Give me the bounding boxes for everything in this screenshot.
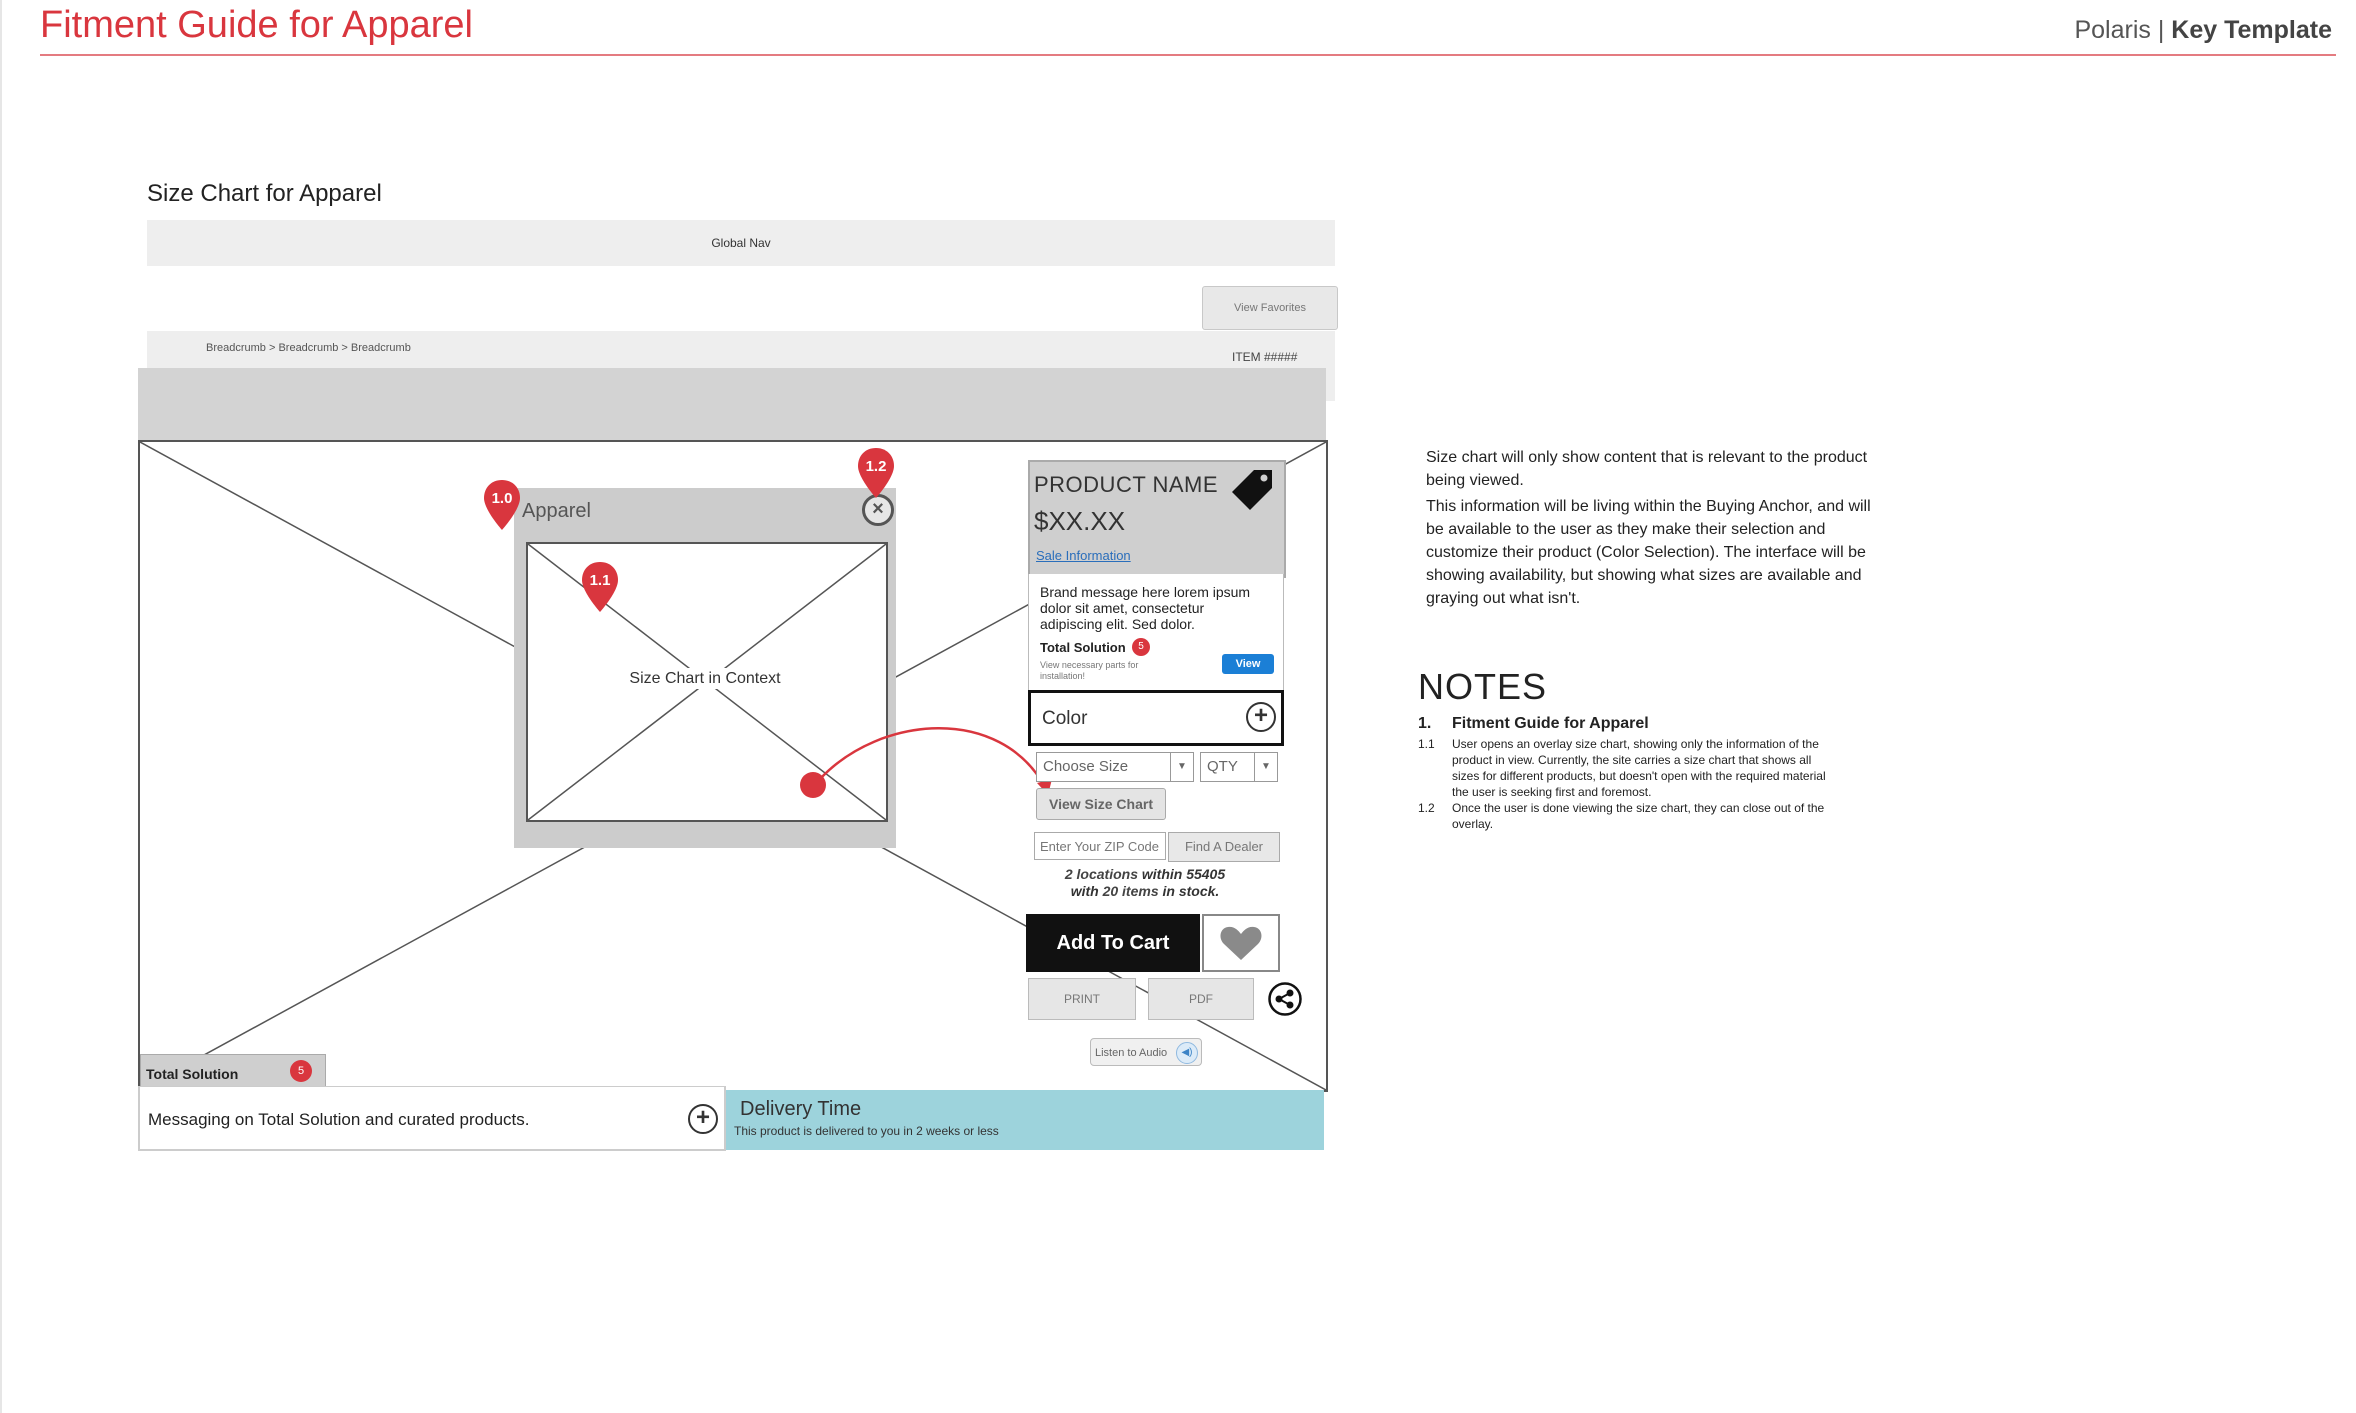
delivery-subtitle: This product is delivered to you in 2 weeks or less: [734, 1124, 999, 1138]
pin-1-0: [482, 478, 522, 537]
global-nav-label: Global Nav: [711, 236, 771, 250]
size-select-value: Choose Size: [1043, 758, 1129, 775]
brand-divider: |: [2157, 16, 2165, 44]
chevron-down-icon: ▼: [1170, 753, 1193, 781]
pin-label: 1.1: [589, 572, 611, 589]
size-chart-label-text: Size Chart in Context: [625, 668, 784, 689]
total-solution-message: Messaging on Total Solution and curated products.: [148, 1110, 530, 1129]
locations-stock: in stock.: [1162, 883, 1220, 899]
global-nav[interactable]: [147, 220, 1335, 266]
header-divider: [40, 54, 2336, 56]
total-solution-tab-badge: 5: [290, 1060, 312, 1082]
note-number: 1.2: [1418, 801, 1435, 815]
speaker-icon: ◀): [1176, 1042, 1198, 1064]
view-favorites-button[interactable]: View Favorites: [1202, 286, 1338, 330]
template-name: Key Template: [2171, 16, 2332, 44]
section-title: Size Chart for Apparel: [147, 180, 382, 207]
locations-within: within: [1141, 866, 1183, 882]
size-select[interactable]: [1036, 752, 1194, 782]
find-dealer-button[interactable]: Find A Dealer: [1168, 832, 1280, 862]
close-icon[interactable]: ×: [862, 494, 894, 526]
qty-select[interactable]: [1200, 752, 1278, 782]
brand-message: Brand message here lorem ipsum dolor sit amet, consectetur adipiscing elit. Sed dolor.: [1040, 584, 1251, 632]
page-edge: [0, 0, 2, 1413]
document-title: Fitment Guide for Apparel: [40, 4, 473, 46]
locations-items: 20 items: [1102, 883, 1159, 899]
qty-select-value: QTY: [1207, 758, 1238, 775]
hero-header-strip: [138, 368, 1326, 440]
locations-count: 2 locations: [1064, 866, 1138, 882]
plus-icon[interactable]: +: [688, 1104, 718, 1134]
listen-to-audio-button[interactable]: [1090, 1038, 1202, 1066]
pin-label: 1.2: [865, 458, 887, 475]
pin-label: 1.0: [491, 490, 513, 507]
description-paragraph: Size chart will only show content that is relevant to the product being viewed.: [1426, 449, 1868, 489]
description: [1426, 446, 1876, 613]
total-solution-tab-label: Total Solution: [146, 1066, 239, 1082]
locations-with: with: [1070, 883, 1099, 899]
product-name: PRODUCT NAME: [1034, 472, 1219, 497]
favorite-button[interactable]: [1202, 914, 1280, 972]
dealer-availability: [1030, 866, 1260, 900]
brand-name: Polaris: [2074, 16, 2151, 44]
pdf-button[interactable]: PDF: [1148, 978, 1254, 1020]
overlay-title: Apparel: [522, 500, 591, 522]
notes-list: [1418, 716, 1838, 832]
view-size-chart-button[interactable]: View Size Chart: [1036, 788, 1166, 820]
share-icon[interactable]: [1268, 982, 1302, 1016]
note-text: User opens an overlay size chart, showing only the information of the product in view. Currently, the site carries a size chart that shows all sizes for different products, but doesn't open with the required material the user is seeking first and foremost.: [1452, 737, 1826, 799]
notes-heading-text: Fitment Guide for Apparel: [1452, 715, 1649, 732]
breadcrumb[interactable]: Breadcrumb > Breadcrumb > Breadcrumb: [206, 342, 411, 354]
plus-icon[interactable]: +: [1246, 702, 1276, 732]
locations-zip: 55405: [1186, 866, 1226, 882]
view-button[interactable]: View: [1222, 654, 1274, 674]
heart-icon: [1204, 916, 1278, 970]
pin-1-1: [580, 560, 620, 619]
color-label: Color: [1042, 708, 1088, 729]
sale-information-link[interactable]: Sale Information: [1036, 548, 1131, 563]
notes-title: NOTES: [1418, 666, 1548, 707]
product-price: $XX.XX: [1034, 506, 1126, 536]
price-tag-icon: [1230, 468, 1274, 512]
total-solution-badge: 5: [1132, 638, 1150, 656]
item-number: ITEM #####: [1232, 350, 1298, 364]
delivery-title: Delivery Time: [740, 1098, 862, 1120]
total-solution-label: Total Solution: [1040, 640, 1126, 655]
notes-heading: [1418, 716, 1838, 732]
pin-1-2: [856, 446, 896, 505]
note-text: Once the user is done viewing the size chart, they can close out of the overlay.: [1452, 801, 1825, 831]
listen-to-audio-label: Listen to Audio: [1095, 1047, 1168, 1059]
description-paragraph: This information will be living within the Buying Anchor, and will be available to the user as they make their selection and customize their product (Color Selection). The interface will be showing availability, but showing what sizes are available and graying out what isn't.: [1426, 498, 1871, 607]
notes-heading-number: 1.: [1418, 715, 1432, 732]
zip-code-input[interactable]: Enter Your ZIP Code: [1034, 832, 1166, 860]
print-button[interactable]: PRINT: [1028, 978, 1136, 1020]
note-item: [1418, 736, 1838, 800]
add-to-cart-button[interactable]: Add To Cart: [1026, 914, 1200, 972]
total-solution-note: View necessary parts for installation!: [1040, 660, 1139, 681]
document-brand: [2074, 16, 2332, 45]
chevron-down-icon: ▼: [1254, 753, 1277, 781]
note-item: [1418, 800, 1838, 832]
note-number: 1.1: [1418, 737, 1435, 751]
size-chart-label: [526, 670, 884, 688]
